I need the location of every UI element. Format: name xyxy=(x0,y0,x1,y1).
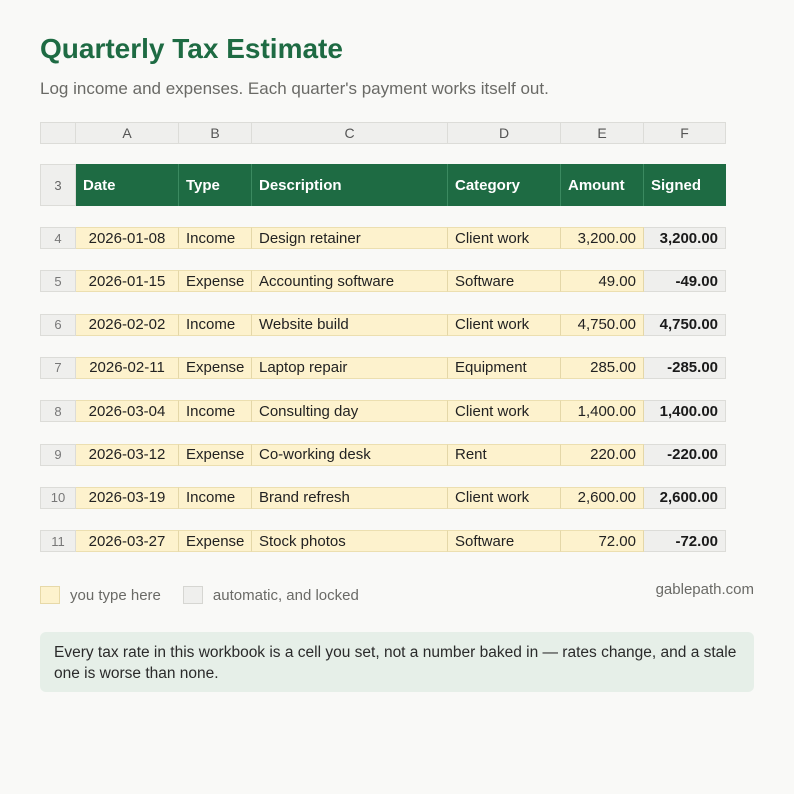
type-cell[interactable]: Expense xyxy=(179,530,252,552)
row-number[interactable]: 8 xyxy=(40,400,76,422)
description-cell[interactable]: Co-working desk xyxy=(252,444,448,466)
column-letter-header xyxy=(40,122,726,144)
signed-cell: 3,200.00 xyxy=(644,227,726,249)
info-note: Every tax rate in this workbook is a cell you set, not a number baked in — rates change, and a stale one is worse than none. xyxy=(40,632,754,692)
signed-cell: -72.00 xyxy=(644,530,726,552)
auto-swatch xyxy=(183,586,203,604)
type-cell[interactable]: Income xyxy=(179,227,252,249)
table-row xyxy=(40,270,726,292)
table-row xyxy=(40,530,726,552)
description-cell[interactable]: Consulting day xyxy=(252,400,448,422)
amount-cell[interactable]: 4,750.00 xyxy=(561,314,644,336)
signed-cell: -49.00 xyxy=(644,270,726,292)
row-number[interactable]: 9 xyxy=(40,444,76,466)
table-row xyxy=(40,227,726,249)
category-cell[interactable]: Client work xyxy=(448,487,561,509)
row-number[interactable]: 6 xyxy=(40,314,76,336)
description-cell[interactable]: Brand refresh xyxy=(252,487,448,509)
description-cell[interactable]: Accounting software xyxy=(252,270,448,292)
date-cell[interactable]: 2026-03-19 xyxy=(76,487,179,509)
row-number[interactable]: 3 xyxy=(40,164,76,206)
table-header-row xyxy=(40,164,726,206)
table-row xyxy=(40,357,726,379)
date-cell[interactable]: 2026-01-15 xyxy=(76,270,179,292)
row-number[interactable]: 7 xyxy=(40,357,76,379)
category-cell[interactable]: Client work xyxy=(448,400,561,422)
category-cell[interactable]: Software xyxy=(448,530,561,552)
table-row xyxy=(40,400,726,422)
amount-cell[interactable]: 72.00 xyxy=(561,530,644,552)
table-row xyxy=(40,487,726,509)
type-cell[interactable]: Expense xyxy=(179,444,252,466)
legend xyxy=(40,586,359,604)
brand-link[interactable]: gablepath.com xyxy=(655,581,754,598)
description-cell[interactable]: Stock photos xyxy=(252,530,448,552)
header-date[interactable]: Date xyxy=(76,164,179,206)
amount-cell[interactable]: 2,600.00 xyxy=(561,487,644,509)
type-cell[interactable]: Expense xyxy=(179,357,252,379)
description-cell[interactable]: Design retainer xyxy=(252,227,448,249)
description-cell[interactable]: Laptop repair xyxy=(252,357,448,379)
column-header-e[interactable]: E xyxy=(561,122,644,144)
header-signed[interactable]: Signed xyxy=(644,164,726,206)
page-title: Quarterly Tax Estimate xyxy=(40,33,343,64)
signed-cell: 2,600.00 xyxy=(644,487,726,509)
signed-cell: -285.00 xyxy=(644,357,726,379)
page-subtitle: Log income and expenses. Each quarter's payment works itself out. xyxy=(40,79,549,98)
category-cell[interactable]: Rent xyxy=(448,444,561,466)
amount-cell[interactable]: 3,200.00 xyxy=(561,227,644,249)
amount-cell[interactable]: 220.00 xyxy=(561,444,644,466)
signed-cell: -220.00 xyxy=(644,444,726,466)
date-cell[interactable]: 2026-01-08 xyxy=(76,227,179,249)
amount-cell[interactable]: 49.00 xyxy=(561,270,644,292)
row-number[interactable]: 11 xyxy=(40,530,76,552)
legend-input-label: you type here xyxy=(70,586,161,604)
row-number[interactable]: 4 xyxy=(40,227,76,249)
select-all-corner[interactable] xyxy=(40,122,76,144)
input-swatch xyxy=(40,586,60,604)
category-cell[interactable]: Equipment xyxy=(448,357,561,379)
description-cell[interactable]: Website build xyxy=(252,314,448,336)
amount-cell[interactable]: 285.00 xyxy=(561,357,644,379)
category-cell[interactable]: Software xyxy=(448,270,561,292)
header-type[interactable]: Type xyxy=(179,164,252,206)
category-cell[interactable]: Client work xyxy=(448,227,561,249)
header-description[interactable]: Description xyxy=(252,164,448,206)
legend-auto-label: automatic, and locked xyxy=(212,586,359,604)
header-amount[interactable]: Amount xyxy=(561,164,644,206)
column-header-a[interactable]: A xyxy=(76,122,179,144)
type-cell[interactable]: Income xyxy=(179,400,252,422)
date-cell[interactable]: 2026-02-02 xyxy=(76,314,179,336)
column-header-d[interactable]: D xyxy=(448,122,561,144)
amount-cell[interactable]: 1,400.00 xyxy=(561,400,644,422)
date-cell[interactable]: 2026-03-04 xyxy=(76,400,179,422)
date-cell[interactable]: 2026-03-27 xyxy=(76,530,179,552)
column-header-b[interactable]: B xyxy=(179,122,252,144)
type-cell[interactable]: Expense xyxy=(179,270,252,292)
category-cell[interactable]: Client work xyxy=(448,314,561,336)
row-number[interactable]: 10 xyxy=(40,487,76,509)
column-header-f[interactable]: F xyxy=(644,122,726,144)
row-number[interactable]: 5 xyxy=(40,270,76,292)
signed-cell: 1,400.00 xyxy=(644,400,726,422)
table-row xyxy=(40,444,726,466)
signed-cell: 4,750.00 xyxy=(644,314,726,336)
table-row xyxy=(40,314,726,336)
date-cell[interactable]: 2026-03-12 xyxy=(76,444,179,466)
type-cell[interactable]: Income xyxy=(179,487,252,509)
header-category[interactable]: Category xyxy=(448,164,561,206)
column-header-c[interactable]: C xyxy=(252,122,448,144)
type-cell[interactable]: Income xyxy=(179,314,252,336)
date-cell[interactable]: 2026-02-11 xyxy=(76,357,179,379)
